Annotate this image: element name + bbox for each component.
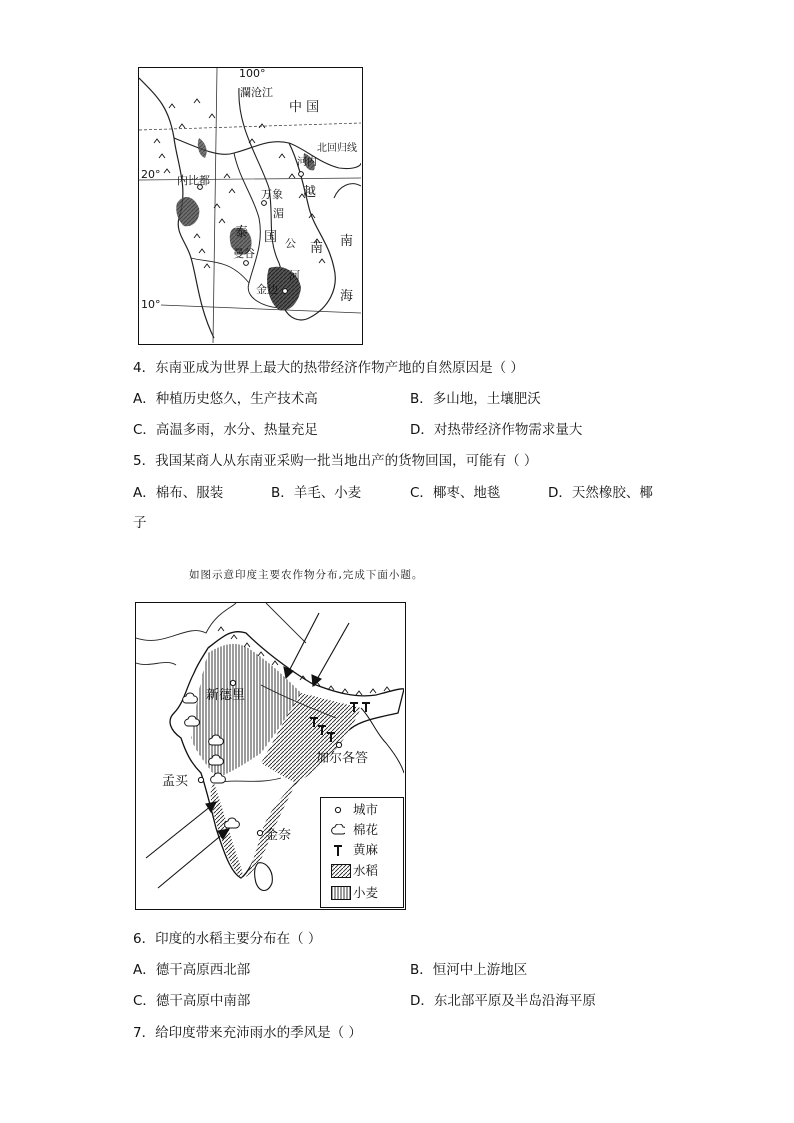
mekong-label-3: 河: [289, 269, 300, 282]
q4-option-c[interactable]: C．高温多雨，水分、热量充足: [133, 422, 318, 438]
q4-option-a[interactable]: A．种植历史悠久，生产技术高: [133, 391, 318, 407]
legend-cotton-label: 棉花: [353, 822, 379, 837]
rice-icon: [331, 864, 351, 878]
lat-10-label: 10°: [141, 298, 161, 311]
q6-option-b[interactable]: B．恒河中上游地区: [410, 962, 528, 978]
hanoi-label: 河内: [297, 157, 317, 168]
jute-icon: [331, 844, 345, 856]
q4-option-d[interactable]: D．对热带经济作物需求量大: [410, 422, 583, 438]
thailand-label-1: 泰: [235, 225, 249, 240]
thailand-label-2: 国: [264, 230, 278, 245]
china-label: 中 国: [289, 100, 320, 115]
vietnam-label: 越: [303, 185, 317, 200]
south-china-sea-label-2: 海: [340, 289, 354, 304]
city-icon: [331, 804, 345, 816]
q4-option-b[interactable]: B．多山地，土壤肥沃: [410, 391, 541, 407]
naypyidaw-label: 内比都: [177, 174, 210, 187]
kolkata-label: 加尔各答: [316, 751, 369, 766]
legend-rice-label: 水稻: [353, 863, 379, 878]
india-crops-map: [135, 602, 406, 910]
q5-option-b[interactable]: B．羊毛、小麦: [271, 485, 362, 501]
southeast-asia-map: [138, 67, 363, 345]
newdelhi-label: 新德里: [206, 688, 246, 703]
q5-option-c[interactable]: C．椰枣、地毯: [410, 485, 501, 501]
bangkok-label: 曼谷: [233, 247, 255, 260]
map2-legend: [320, 797, 404, 908]
southeast-asia-map-drawing: [139, 68, 361, 343]
mekong-label-2: 公: [285, 237, 296, 250]
q6-option-c[interactable]: C．德干高原中南部: [133, 993, 251, 1009]
legend-jute-label: 黄麻: [353, 842, 379, 857]
vientiane-label: 万象: [261, 188, 283, 201]
lat-20-label: 20°: [141, 168, 161, 181]
q5-option-d-continuation: 子: [133, 515, 147, 531]
south-china-sea-label-1: 南: [340, 234, 354, 249]
map2-intro-text: 如图示意印度主要农作物分布,完成下面小题。: [189, 569, 424, 581]
chennai-label: 金奈: [265, 828, 292, 843]
q7-stem: 7．给印度带来充沛雨水的季风是（ ）: [133, 1025, 362, 1041]
q6-stem: 6．印度的水稻主要分布在（ ）: [133, 931, 322, 947]
lancang-river-label: 瀾沧江: [240, 86, 273, 99]
tropic-label: 北回归线: [317, 143, 357, 154]
legend-city-label: 城市: [353, 802, 379, 817]
phnompenh-label: 金边: [256, 283, 278, 296]
mekong-label-1: 湄: [273, 207, 284, 220]
wheat-icon: [331, 886, 351, 900]
q5-option-d[interactable]: D．天然橡胶、椰: [548, 485, 653, 501]
q6-option-a[interactable]: A．德干高原西北部: [133, 962, 251, 978]
q5-stem: 5．我国某商人从东南亚采购一批当地出产的货物回国，可能有（ ）: [133, 453, 538, 469]
vietnam-label-2: 南: [310, 241, 324, 256]
q4-stem: 4．东南亚成为世界上最大的热带经济作物产地的自然原因是（ ）: [133, 360, 524, 376]
mumbai-label: 孟买: [162, 774, 189, 789]
meridian-100-label: 100°: [239, 67, 266, 80]
legend-wheat-label: 小麦: [353, 885, 379, 900]
cotton-icon: [331, 824, 345, 836]
q5-option-a[interactable]: A．棉布、服装: [133, 485, 224, 501]
q6-option-d[interactable]: D．东北部平原及半岛沿海平原: [410, 993, 596, 1009]
